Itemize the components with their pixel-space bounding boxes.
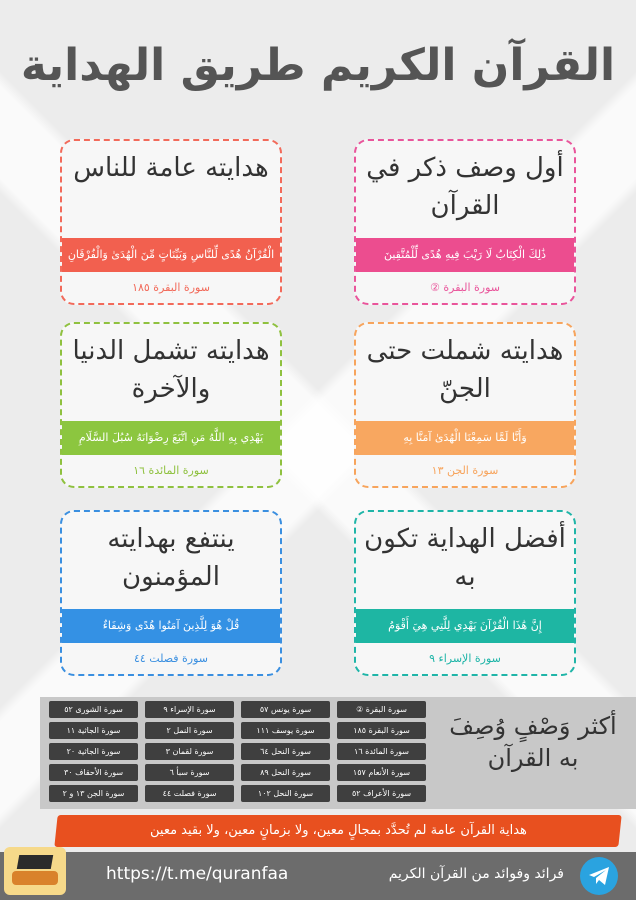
reference-cell: سورة الأنعام ١٥٧ xyxy=(337,764,426,781)
verse-band: قُلْ هُوَ لِلَّذِينَ آمَنُوا هُدًى وَشِفَاءٌ xyxy=(62,609,280,643)
reference-cell: سورة النمل ٢ xyxy=(145,722,234,739)
card-first-description xyxy=(354,139,576,305)
card-heading: ينتفع بهدايته المؤمنون xyxy=(107,524,235,592)
reference-cell: سورة الجن ١٣ و ٢ xyxy=(49,785,138,802)
card-heading: أفضل الهداية تكون به xyxy=(364,524,566,592)
card-best-guidance xyxy=(354,510,576,676)
card-believers-benefit xyxy=(60,510,282,676)
reference-cell: سورة سبأ ٦ xyxy=(145,764,234,781)
verse-reference: سورة المائدة ١٦ xyxy=(133,464,209,477)
verse-band: يَهْدِي بِهِ اللَّهُ مَنِ اتَّبَعَ رِضْوَانَهُ سُبُلَ السَّلَامِ xyxy=(62,421,280,455)
page-title: القرآن الكريم طريق الهداية xyxy=(20,40,616,91)
verse-band: ذَٰلِكَ الْكِتَابُ لَا رَيْبَ فِيهِ هُدًى لِّلْمُتَّقِينَ xyxy=(356,238,574,272)
card-heading: هدايته شملت حتى الجنّ xyxy=(366,336,564,404)
reference-cell: سورة البقرة ١٨٥ xyxy=(337,722,426,739)
verse-reference: سورة البقرة ② xyxy=(430,281,500,294)
panel-title: أكثر وَصْفٍ وُصِفَ به القرآن xyxy=(449,712,617,772)
banner-text: هداية القرآن عامة لم تُحدَّد بمجالٍ معين، ولا بزمانٍ معين، ولا بقيد معين xyxy=(149,823,527,838)
verse-band: الْقُرْآنُ هُدًى لِّلنَّاسِ وَبَيِّنَاتٍ مِّنَ الْهُدَىٰ وَالْفُرْقَانِ xyxy=(62,238,280,272)
reference-cell: سورة لقمان ٣ xyxy=(145,743,234,760)
card-heading: أول وصف ذكر في القرآن xyxy=(366,153,564,221)
reference-cell: سورة الجاثية ١١ xyxy=(49,722,138,739)
summary-banner xyxy=(54,815,621,847)
reference-cell: سورة الأحقاف ٣٠ xyxy=(49,764,138,781)
reference-cell: سورة يوسف ١١١ xyxy=(241,722,330,739)
card-guidance-jinn xyxy=(354,322,576,488)
verse-band: وَأَنَّا لَمَّا سَمِعْنَا الْهُدَىٰ آمَنَّا بِهِ xyxy=(356,421,574,455)
reference-cell: سورة البقرة ② xyxy=(337,701,426,718)
reference-cell: سورة الأعراف ٥٢ xyxy=(337,785,426,802)
reference-cell: سورة الإسراء ٩ xyxy=(145,701,234,718)
reference-cell: سورة الشورى ٥٢ xyxy=(49,701,138,718)
reference-cell: سورة الجاثية ٢٠ xyxy=(49,743,138,760)
card-heading: هدايته تشمل الدنيا والآخرة xyxy=(72,336,270,404)
card-world-hereafter xyxy=(60,322,282,488)
reference-cell: سورة النحل ٨٩ xyxy=(241,764,330,781)
reference-cell: سورة النحل ٦٤ xyxy=(241,743,330,760)
footer-caption: فرائد وفوائد من القرآن الكريم xyxy=(388,866,564,882)
verse-band: إِنَّ هَٰذَا الْقُرْآنَ يَهْدِي لِلَّتِي هِيَ أَقْوَمُ xyxy=(356,609,574,643)
reference-cell: سورة يونس ٥٧ xyxy=(241,701,330,718)
card-general-guidance xyxy=(60,139,282,305)
references-grid xyxy=(50,701,426,802)
reference-cell: سورة المائدة ١٦ xyxy=(337,743,426,760)
telegram-link[interactable]: https://t.me/quranfaa xyxy=(106,864,289,884)
verse-reference: سورة فصلت ٤٤ xyxy=(133,652,209,665)
verse-reference: سورة الجن ١٣ xyxy=(431,464,499,477)
verse-reference: سورة البقرة ١٨٥ xyxy=(132,281,210,294)
reference-cell: سورة النحل ١٠٢ xyxy=(241,785,330,802)
telegram-icon[interactable] xyxy=(580,857,618,895)
forum-logo xyxy=(4,847,66,895)
card-heading: هدايته عامة للناس xyxy=(73,153,269,183)
verse-reference: سورة الإسراء ٩ xyxy=(429,652,501,665)
reference-cell: سورة فصلت ٤٤ xyxy=(145,785,234,802)
